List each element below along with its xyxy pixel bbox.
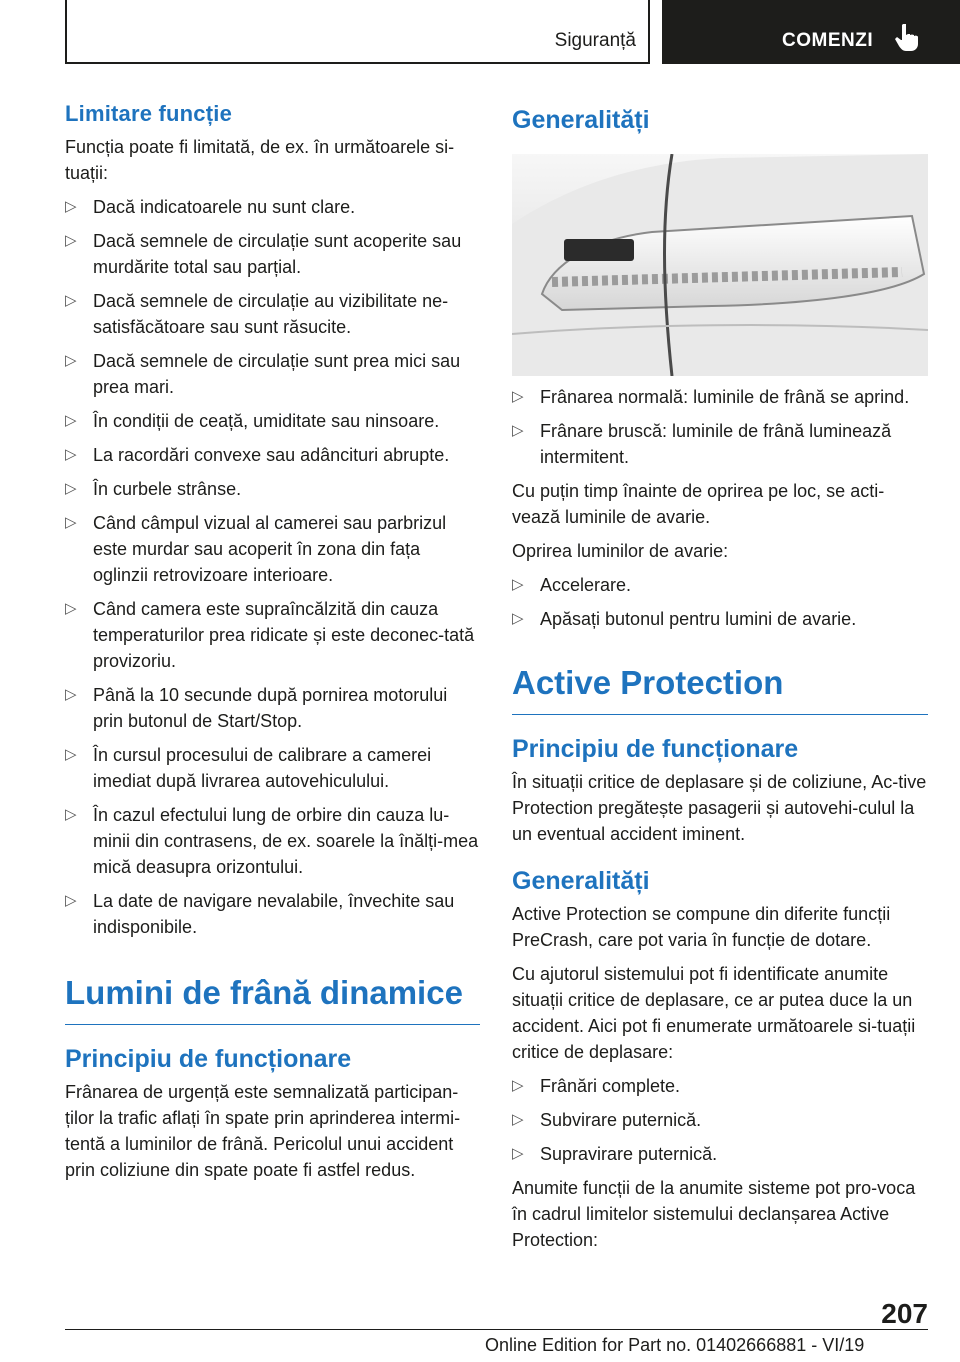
ap-general-text-2: Cu ajutorul sistemului pot fi identificate anumite situații critice de deplasare, ce ar putea duce la un accident. Aici pot fi enumerate următoarele si-tuații critice de deplasare: [512, 964, 916, 1062]
bullet-triangle-icon: ▷ [512, 576, 524, 593]
bullet-triangle-icon: ▷ [65, 480, 77, 497]
hand-pointer-icon [894, 22, 920, 52]
list-item [65, 288, 480, 340]
right-column [512, 100, 928, 1253]
bullet-triangle-icon: ▷ [65, 686, 77, 703]
bullet-triangle-icon: ▷ [65, 806, 77, 823]
left-column [65, 100, 480, 1183]
list-item [65, 888, 480, 940]
list-item [65, 228, 480, 280]
bullet-triangle-icon: ▷ [512, 610, 524, 627]
ap-principle-text: În situații critice de deplasare și de coliziune, Ac-tive Protection pregătește pasagerii și autovehi-culul la un eventual accident iminent. [512, 772, 927, 844]
tail-light-illustration [512, 154, 928, 376]
limit-heading: Limitare funcție [65, 101, 233, 126]
stop-hazard-list [512, 572, 928, 632]
list-item-text: La racordări convexe sau adâncituri abrupte. [93, 445, 450, 465]
brake-principle-text: Frânarea de urgență este semnalizată participan-ților la trafic aflați în spate prin aprinderea intermi-tentă a luminilor de frână. Pericolul unui accident prin coliziune din spate poate fi astfel redus. [65, 1082, 461, 1180]
tail-light-image [512, 154, 928, 376]
bullet-triangle-icon: ▷ [65, 292, 77, 309]
list-item [512, 1141, 928, 1167]
limits-list [65, 194, 480, 940]
list-item [65, 348, 480, 400]
list-item-text: Când câmpul vizual al camerei sau parbrizul este murdar sau acoperit în zona din fața oglinzii retrovizoare interioare. [93, 513, 447, 585]
list-item-text: Dacă indicatoarele nu sunt clare. [93, 197, 356, 217]
list-item [65, 194, 480, 220]
bullet-triangle-icon: ▷ [512, 422, 524, 439]
bullet-triangle-icon: ▷ [512, 1145, 524, 1162]
list-item-text: Apăsați butonul pentru lumini de avarie. [540, 609, 857, 629]
list-item [512, 572, 928, 598]
list-item [512, 1107, 928, 1133]
list-item-text: În cursul procesului de calibrare a camerei imediat după livrarea autovehiculului. [93, 745, 432, 791]
bullet-triangle-icon: ▷ [65, 412, 77, 429]
list-item-text: Dacă semnele de circulație sunt acoperite sau murdărite total sau parțial. [93, 231, 462, 277]
bullet-triangle-icon: ▷ [512, 1111, 524, 1128]
list-item [65, 802, 480, 880]
section-tab-label: Siguranță [554, 30, 636, 51]
list-item-text: Dacă semnele de circulație au vizibilitate ne-satisfăcătoare sau sunt răsucite. [93, 291, 449, 337]
section-tab [65, 0, 650, 64]
bullet-triangle-icon: ▷ [512, 388, 524, 405]
list-item-text: Până la 10 secunde după pornirea motorului prin butonul de Start/Stop. [93, 685, 448, 731]
list-item-text: În cazul efectului lung de orbire din cauza lu-minii din contrasens, de ex. soarele la înălți-mea mică deasupra orizontului. [93, 805, 479, 877]
bullet-triangle-icon: ▷ [65, 232, 77, 249]
critical-situations-list [512, 1073, 928, 1167]
footer-divider [65, 1329, 928, 1330]
bullet-triangle-icon: ▷ [65, 600, 77, 617]
list-item [512, 606, 928, 632]
bullet-triangle-icon: ▷ [512, 1077, 524, 1094]
bullet-triangle-icon: ▷ [65, 352, 77, 369]
page-number: 207 [881, 1298, 928, 1329]
bullet-triangle-icon: ▷ [65, 446, 77, 463]
edition-footer: Online Edition for Part no. 01402666881 - VI/19 [485, 1335, 865, 1355]
list-item [512, 1073, 928, 1099]
list-item-text: Frânarea normală: luminile de frână se aprind. [540, 387, 910, 407]
bullet-triangle-icon: ▷ [65, 514, 77, 531]
ap-general-heading: Generalități [512, 867, 650, 895]
list-item [512, 384, 928, 410]
list-item-text: Accelerare. [540, 575, 632, 595]
list-item-text: Frânare bruscă: luminile de frână luminează intermitent. [540, 421, 892, 467]
list-item [65, 742, 480, 794]
list-item [65, 510, 480, 588]
list-item-text: Dacă semnele de circulație sunt prea mici sau prea mari. [93, 351, 461, 397]
ap-principle-heading: Principiu de funcționare [512, 735, 799, 763]
stop-hazard-text: Oprirea luminilor de avarie: [512, 541, 729, 561]
list-item-text: În condiții de ceață, umiditate sau ninsoare. [93, 411, 440, 431]
bullet-triangle-icon: ▷ [65, 746, 77, 763]
list-item [65, 442, 480, 468]
active-protection-title: Active Protection [512, 662, 928, 715]
list-item-text: În curbele strânse. [93, 479, 242, 499]
list-item-text: Când camera este supraîncălzită din cauza temperaturilor prea ridicate și este deconec-tată provizoriu. [93, 599, 475, 671]
list-item [65, 682, 480, 734]
list-item [65, 408, 480, 434]
list-item [65, 476, 480, 502]
list-item-text: La date de navigare nevalabile, învechite sau indisponibile. [93, 891, 455, 937]
list-item [65, 596, 480, 674]
chapter-tab-label: COMENZI [782, 30, 874, 51]
chapter-tab [662, 0, 960, 64]
brake-principle-heading: Principiu de funcționare [65, 1045, 352, 1073]
list-item-text: Frânări complete. [540, 1076, 681, 1096]
list-item-text: Subvirare puternică. [540, 1110, 702, 1130]
bullet-triangle-icon: ▷ [65, 198, 77, 215]
hazard-text: Cu puțin timp înainte de oprirea pe loc, se acti-vează luminile de avarie. [512, 481, 885, 527]
list-item-text: Supravirare puternică. [540, 1144, 718, 1164]
bullet-triangle-icon: ▷ [65, 892, 77, 909]
list-item [512, 418, 928, 470]
ap-closing-text: Anumite funcții de la anumite sisteme pot pro-voca în cadrul limitelor sistemului declanșarea Active Protection: [512, 1178, 916, 1250]
ap-general-text-1: Active Protection se compune din diferite funcții PreCrash, care pot varia în funcție de dotare. [512, 904, 891, 950]
brake-behavior-list [512, 384, 928, 470]
brake-lights-title: Lumini de frână dinamice [65, 972, 480, 1025]
general-heading: Generalități [512, 106, 650, 134]
limit-intro: Funcția poate fi limitată, de ex. în următoarele si-tuații: [65, 137, 455, 183]
